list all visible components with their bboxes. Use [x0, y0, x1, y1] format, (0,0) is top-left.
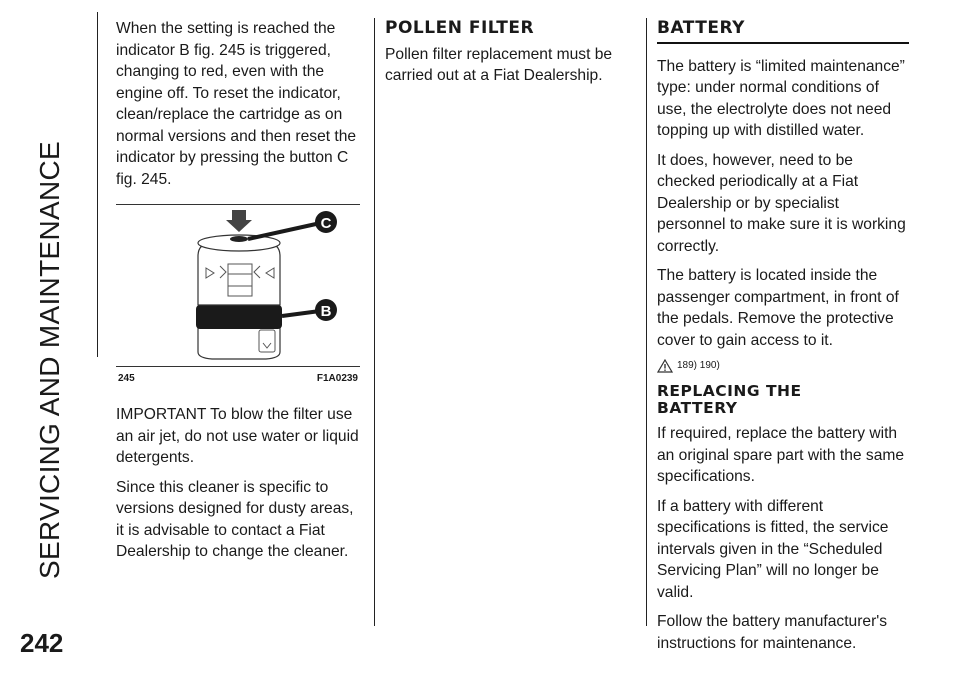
paragraph: It does, however, need to be checked periodically at a Fiat Dealership or by specialist personnel to make sure it is working correctly.: [657, 151, 906, 255]
paragraph: The battery is located inside the passenger compartment, in front of the pedals. Remove the protective cover to gain access to it.: [657, 267, 899, 349]
callout-c-label: C: [320, 215, 332, 232]
paragraph: IMPORTANT To blow the filter use an air jet, do not use water or liquid detergents.: [116, 406, 359, 466]
paragraph: The battery is “limited maintenance” type: under normal conditions of use, the electrolyte does not need topping up with distilled water.: [657, 57, 905, 139]
paragraph: Follow the battery manufacturer's instructions for maintenance.: [657, 613, 888, 652]
figure-code: F1A0239: [316, 373, 358, 384]
column-divider-1: [374, 18, 375, 626]
figure-bottom-rule: [116, 366, 360, 367]
column-divider-2: [646, 18, 647, 626]
indicator-band: [196, 305, 282, 329]
heading-replacing-battery: REPLACING THE BATTERY: [657, 382, 802, 417]
reset-arrow-icon: [226, 210, 252, 232]
paragraph: When the setting is reached the indicator B fig. 245 is triggered, changing to red, even with the engine off. To reset the indicator, clean/replace the cartridge as on normal versions and then reset the indicator by pressing the button C fig. 245.: [116, 20, 357, 188]
heading-pollen-filter: POLLEN FILTER: [385, 18, 535, 38]
figure-number: 245: [118, 373, 135, 384]
margin-divider: [97, 12, 98, 357]
paragraph: If required, replace the battery with an original spare part with the same specifications.: [657, 425, 905, 485]
callout-b-label: B: [320, 303, 332, 320]
warning-refs-text: 189) 190): [677, 360, 720, 371]
page-number: 242: [20, 628, 64, 658]
section-title: SERVICING AND MAINTENANCE: [34, 141, 65, 579]
air-filter-illustration: [116, 206, 360, 364]
figure-top-rule: [116, 204, 360, 205]
column-3: [657, 18, 909, 662]
warning-icon: [657, 359, 673, 373]
paragraph: If a battery with different specifications is fitted, the service intervals given in the “Scheduled Servicing Plan” will no longer be valid.: [657, 497, 889, 601]
figure-245: [116, 204, 360, 384]
paragraph: Since this cleaner is specific to versions designed for dusty areas, it is advisable to contact a Fiat Dealership to change the cleaner.: [116, 478, 354, 560]
warning-reference: [657, 359, 909, 373]
paragraph: Pollen filter replacement must be carried out at a Fiat Dealership.: [385, 45, 613, 84]
heading-battery: BATTERY: [657, 18, 909, 44]
column-1: [116, 18, 362, 571]
column-2: [385, 18, 635, 95]
